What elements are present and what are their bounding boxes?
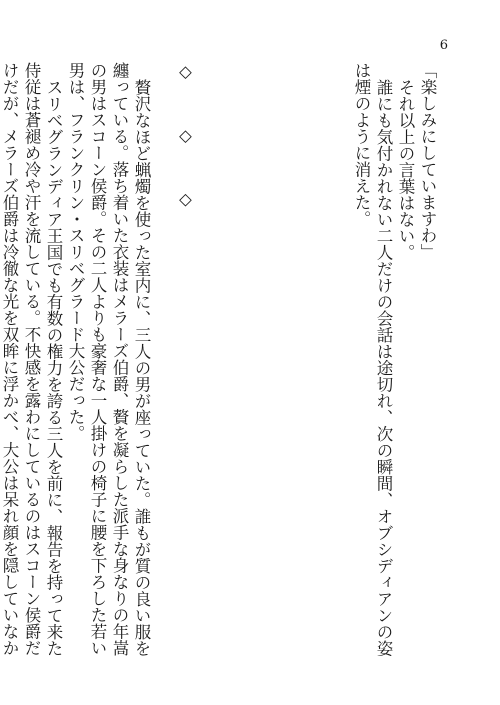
dialogue-line: 「楽しみにしていますわ」 — [418, 62, 437, 260]
scene-break: ◇ ◇ ◇ — [176, 62, 195, 229]
paragraph: スリベグランディア王国でも有数の権力を誇る三人を前に、報告を持って来た侍従は蒼褪め冷や汗を流している。不快感を露わにしているのはスコーン侯爵だけだが、メラーズ伯爵は冷徹な光を双眸に浮かべ、大公は呆れ顔を隠していなか — [0, 62, 63, 656]
text-body — [0, 62, 438, 662]
paragraph: 贅沢なほど蝋燭を使った室内に、三人の男が座っていた。誰もが質の良い服を纏っている。落ち着いた衣装はメラーズ伯爵、贅を凝らした派手な身なりの年嵩の男はスコーン侯爵。その二人よりも豪奢な一人掛けの椅子に腰を下ろした若い男は、フランクリン・スリベグラード大公だった。 — [66, 62, 151, 656]
paragraph: それ以上の言葉はない。 — [396, 78, 415, 260]
page-number: 6 — [439, 38, 448, 53]
paragraph: 誰にも気付かれない二人だけの会話は途切れ、次の瞬間、オブシディアンの姿は煙のように消えた。 — [352, 62, 393, 656]
